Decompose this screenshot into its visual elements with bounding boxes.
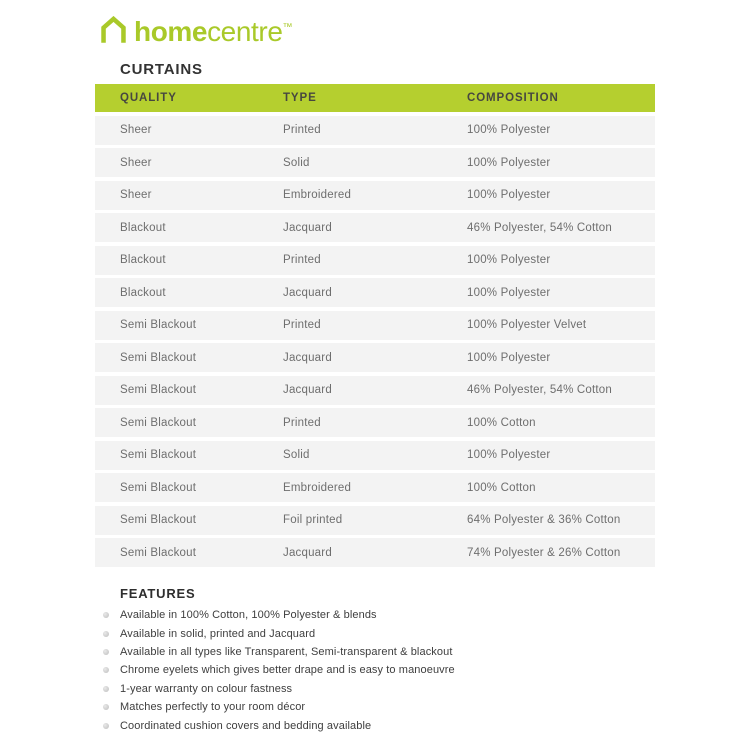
quality-cell: Semi Blackout [120,481,197,494]
quality-cell: Semi Blackout [120,416,197,429]
bullet-icon [103,704,109,710]
table-body [95,116,655,568]
table-row [95,506,655,535]
table-row [95,408,655,437]
feature-text: Available in all types like Transparent, Semi-transparent & blackout [120,645,453,658]
feature-list-item [95,606,735,624]
type-cell: Solid [283,449,310,461]
features-list [95,606,735,735]
quality-cell: Semi Blackout [120,319,197,331]
composition-cell: 100% Cotton [467,416,536,429]
composition-cell: 100% Polyester [467,286,551,299]
type-cell: Embroidered [283,481,352,494]
table-row [95,441,655,470]
composition-cell: 100% Cotton [467,481,536,494]
quality-cell: Blackout [120,286,166,299]
feature-text: Coordinated cushion covers and bedding available [120,719,372,732]
trademark-symbol: ™ [282,22,293,33]
brand-logo [99,13,293,47]
brand-wordmark-home: home [134,16,208,47]
quality-cell: Blackout [120,254,166,266]
brand-wordmark [134,13,293,47]
type-cell: Jacquard [283,221,332,234]
type-cell: Printed [283,416,321,429]
composition-cell: 74% Polyester & 26% Cotton [467,546,621,559]
feature-list-item [95,698,735,716]
column-header-quality: QUALITY [120,92,177,104]
feature-list-item [95,624,735,642]
type-cell: Foil printed [283,514,343,526]
quality-cell: Semi Blackout [120,384,197,396]
composition-cell: 100% Polyester [467,189,551,201]
composition-cell: 100% Polyester [467,156,551,169]
quality-cell: Semi Blackout [120,546,197,559]
house-icon [99,16,128,44]
composition-cell: 100% Polyester [467,124,551,136]
table-row [95,343,655,372]
quality-cell: Semi Blackout [120,449,197,461]
page-title: CURTAINS [120,61,203,78]
composition-cell: 100% Polyester [467,449,551,461]
table-row [95,376,655,405]
bullet-icon [103,723,109,729]
feature-text: Available in 100% Cotton, 100% Polyester & blends [120,609,377,622]
composition-cell: 100% Polyester [467,351,551,364]
type-cell: Jacquard [283,546,332,559]
table-row [95,116,655,145]
table-row [95,213,655,242]
type-cell: Printed [283,124,321,136]
type-cell: Jacquard [283,286,332,299]
feature-list-item [95,643,735,661]
feature-list-item [95,680,735,698]
table-row [95,278,655,307]
column-header-type: TYPE [283,92,317,104]
type-cell: Jacquard [283,384,332,396]
type-cell: Printed [283,319,321,331]
column-header-composition: COMPOSITION [467,92,559,104]
type-cell: Jacquard [283,351,332,364]
feature-list-item [95,661,735,679]
quality-cell: Sheer [120,124,152,136]
feature-text: 1-year warranty on colour fastness [120,682,293,695]
features-title: FEATURES [120,586,196,601]
feature-text: Available in solid, printed and Jacquard [120,627,316,640]
quality-cell: Sheer [120,156,152,169]
type-cell: Printed [283,254,321,266]
quality-cell: Semi Blackout [120,514,197,526]
table-header-row [95,84,655,112]
composition-cell: 64% Polyester & 36% Cotton [467,514,621,526]
composition-cell: 46% Polyester, 54% Cotton [467,221,612,234]
feature-text: Matches perfectly to your room décor [120,701,306,714]
composition-cell: 100% Polyester [467,254,551,266]
table-row [95,538,655,567]
table-row [95,473,655,502]
table-row [95,246,655,275]
feature-list-item [95,716,735,734]
brand-wordmark-centre: centre [207,16,283,47]
quality-cell: Semi Blackout [120,351,197,364]
quality-cell: Blackout [120,221,166,234]
bullet-icon [103,686,109,692]
composition-cell: 100% Polyester Velvet [467,319,587,331]
quality-cell: Sheer [120,189,152,201]
table-row [95,148,655,177]
composition-cell: 46% Polyester, 54% Cotton [467,384,612,396]
feature-text: Chrome eyelets which gives better drape and is easy to manoeuvre [120,664,455,677]
bullet-icon [103,649,109,655]
type-cell: Embroidered [283,189,352,201]
type-cell: Solid [283,156,310,169]
table-row [95,181,655,210]
table-row [95,311,655,340]
bullet-icon [103,631,109,637]
bullet-icon [103,667,109,673]
curtains-spec-table [95,84,655,567]
bullet-icon [103,612,109,618]
